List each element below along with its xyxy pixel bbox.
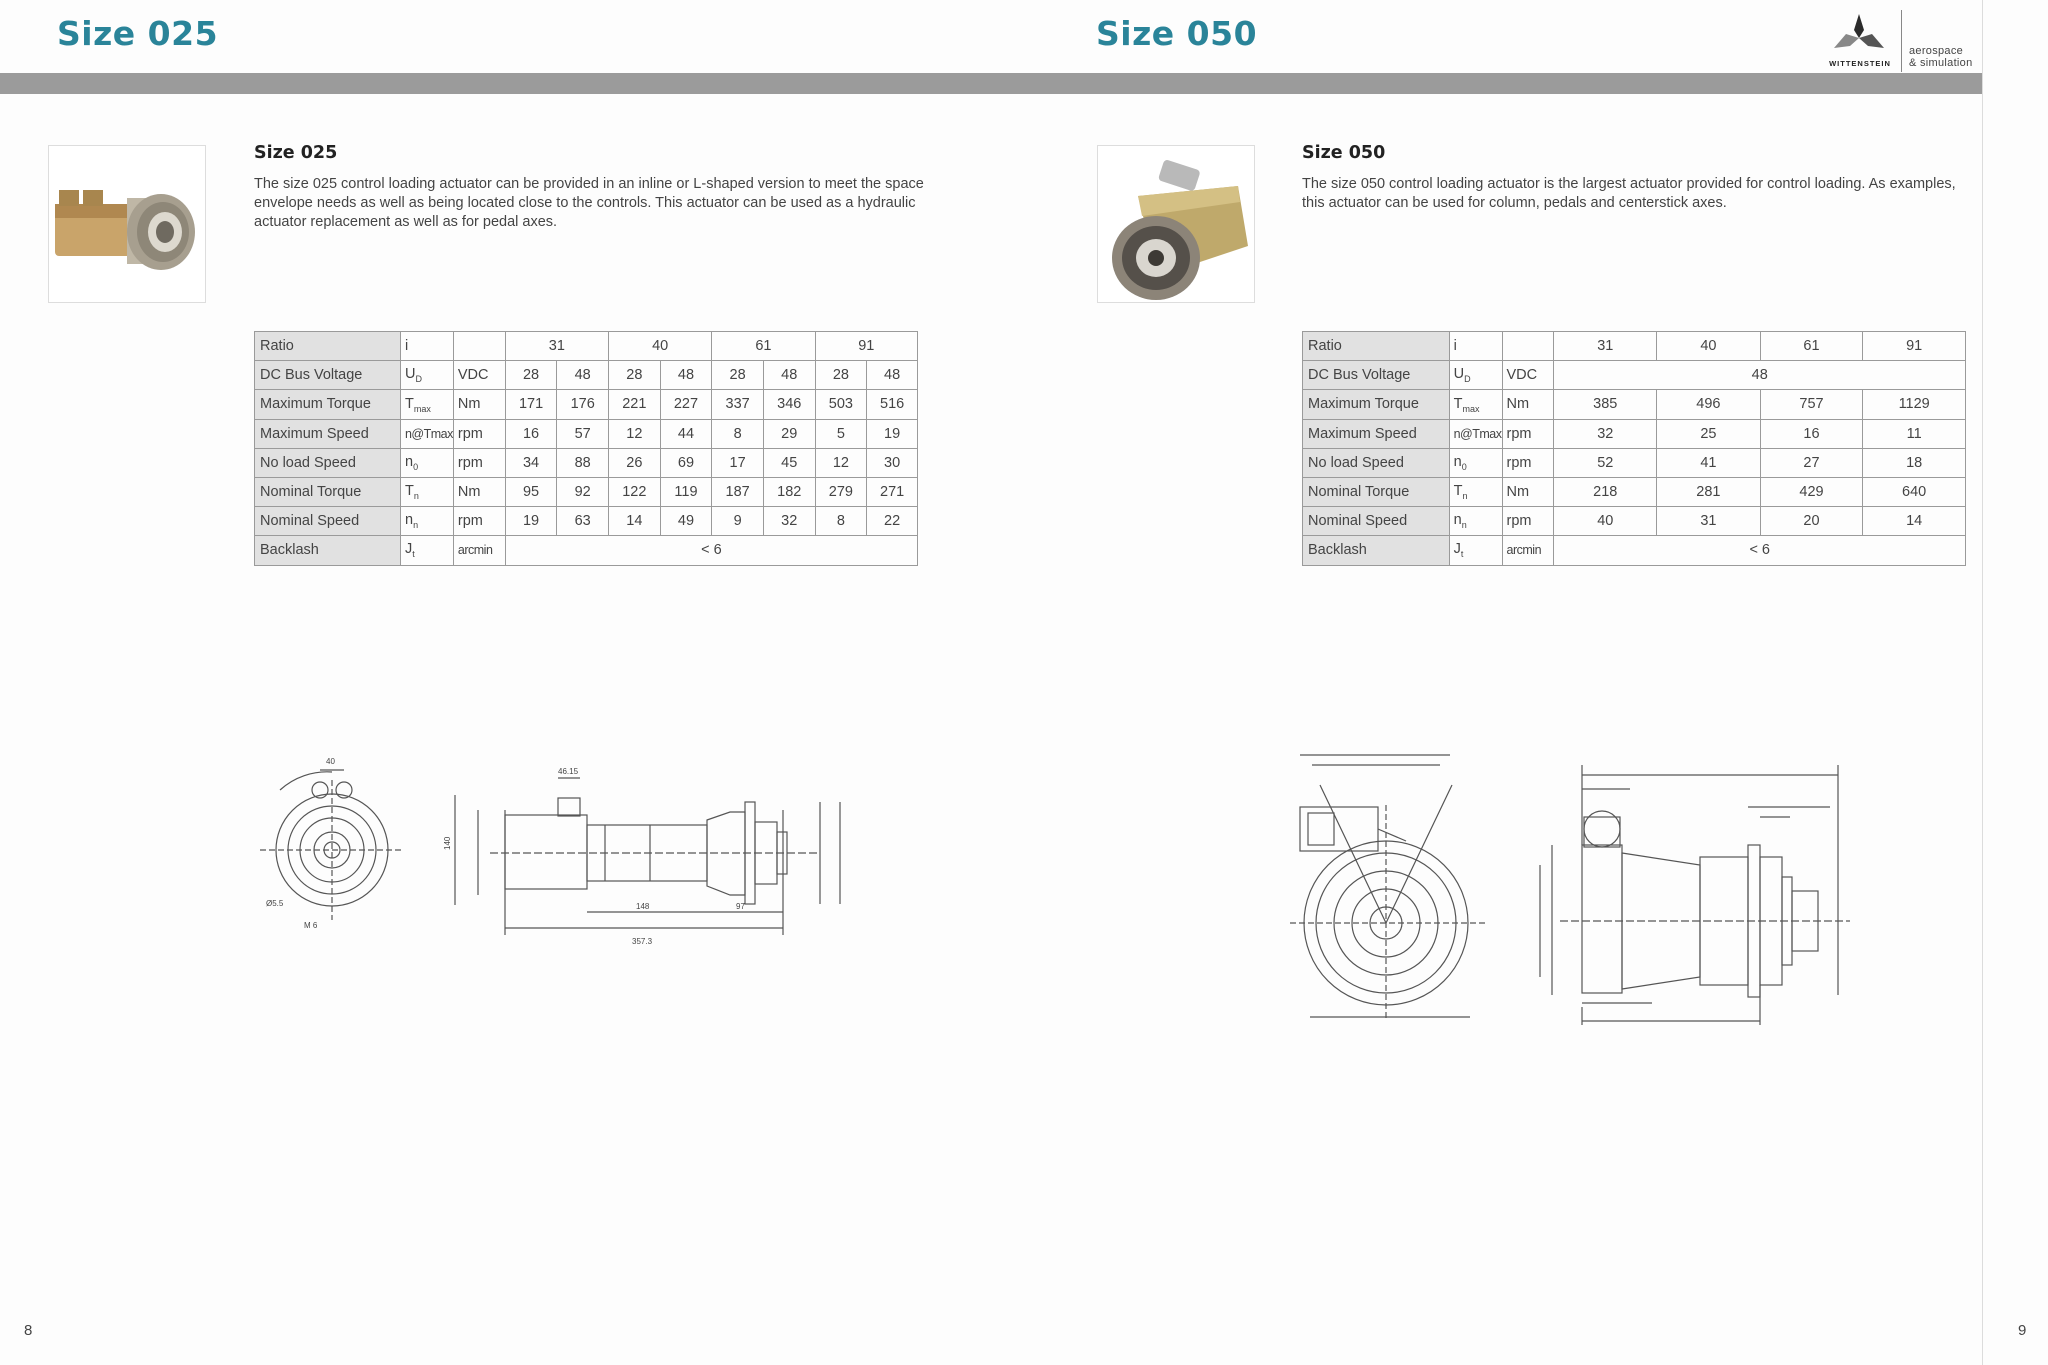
- table-cell: 516: [867, 390, 918, 419]
- table-cell: 57: [557, 419, 609, 448]
- table-row-voltage: [255, 361, 918, 390]
- row-label: DC Bus Voltage: [1303, 361, 1450, 390]
- table-cell: 119: [660, 477, 712, 506]
- table-cell: 28: [712, 361, 764, 390]
- table-cell: 271: [867, 477, 918, 506]
- row-symbol: $J_t$: [400, 536, 453, 565]
- table-cell: < 6: [505, 536, 917, 565]
- table-cell: 503: [815, 390, 867, 419]
- dimension-label: 148: [636, 902, 650, 911]
- table-cell: 385: [1554, 390, 1657, 419]
- row-unit: Nm: [453, 477, 505, 506]
- row-unit: rpm: [453, 448, 505, 477]
- table-row-backlash: [255, 536, 918, 565]
- table-cell: 496: [1657, 390, 1761, 419]
- table-cell: 281: [1657, 477, 1761, 506]
- dimension-label: M 6: [304, 921, 318, 930]
- table-cell: 19: [505, 507, 557, 536]
- row-symbol: $T_{max}$: [1449, 390, 1502, 419]
- table-row-ratio: [1303, 332, 1966, 361]
- table-row-max-speed: [1303, 419, 1966, 448]
- dimension-label: 40: [326, 757, 335, 766]
- row-label: Maximum Speed: [255, 419, 401, 448]
- table-cell: 122: [609, 477, 661, 506]
- table-cell: 429: [1760, 477, 1863, 506]
- table-cell: 31: [1657, 507, 1761, 536]
- row-unit: arcmin: [453, 536, 505, 565]
- row-label: Nominal Speed: [1303, 507, 1450, 536]
- table-cell: 182: [763, 477, 815, 506]
- table-cell: 8: [815, 507, 867, 536]
- table-cell: 218: [1554, 477, 1657, 506]
- page-number-left: 8: [24, 1322, 33, 1339]
- row-unit: arcmin: [1502, 536, 1554, 565]
- table-cell: 32: [763, 507, 815, 536]
- table-cell: 44: [660, 419, 712, 448]
- row-unit: rpm: [1502, 507, 1554, 536]
- dimension-label: Ø5.5: [266, 899, 284, 908]
- table-cell: 279: [815, 477, 867, 506]
- table-row-nominal-torque: [255, 477, 918, 506]
- row-label: Ratio: [255, 332, 401, 361]
- row-label: DC Bus Voltage: [255, 361, 401, 390]
- table-cell: 337: [712, 390, 764, 419]
- table-cell: 32: [1554, 419, 1657, 448]
- table-row-no-load-speed: [255, 448, 918, 477]
- row-symbol: $n_n$: [400, 507, 453, 536]
- table-cell: 48: [763, 361, 815, 390]
- table-cell: 28: [505, 361, 557, 390]
- row-symbol: $U_D$: [1449, 361, 1502, 390]
- ratio-cell: 40: [1657, 332, 1761, 361]
- table-cell: 640: [1863, 477, 1966, 506]
- table-row-nominal-speed: [1303, 507, 1966, 536]
- ratio-cell: 40: [609, 332, 712, 361]
- table-cell: 9: [712, 507, 764, 536]
- table-cell: 14: [1863, 507, 1966, 536]
- row-symbol: i: [400, 332, 453, 361]
- table-row-max-torque: [1303, 390, 1966, 419]
- dimension-label: 97: [736, 902, 745, 911]
- logo-divider: [1901, 10, 1902, 72]
- row-unit: [1502, 332, 1554, 361]
- table-cell: 187: [712, 477, 764, 506]
- description-right: The size 050 control loading actuator is the largest actuator provided for control loading. As examples, this actuator can be used for column, pedals and centerstick axes.: [1302, 176, 1956, 211]
- table-cell: 69: [660, 448, 712, 477]
- row-label: Nominal Speed: [255, 507, 401, 536]
- row-unit: VDC: [1502, 361, 1554, 390]
- table-cell: 28: [815, 361, 867, 390]
- table-cell: 40: [1554, 507, 1657, 536]
- table-cell: 11: [1863, 419, 1966, 448]
- spec-table-050: [1302, 331, 1966, 566]
- table-cell: 95: [505, 477, 557, 506]
- row-unit: rpm: [453, 507, 505, 536]
- ratio-cell: 61: [712, 332, 815, 361]
- row-symbol: $T_n$: [400, 477, 453, 506]
- table-cell: 34: [505, 448, 557, 477]
- table-cell: 171: [505, 390, 557, 419]
- row-symbol: $J_t$: [1449, 536, 1502, 565]
- row-unit: Nm: [1502, 477, 1554, 506]
- table-row-no-load-speed: [1303, 448, 1966, 477]
- row-unit: [453, 332, 505, 361]
- row-symbol: n@Tmax: [400, 419, 453, 448]
- row-symbol: $n_0$: [400, 448, 453, 477]
- table-row-ratio: [255, 332, 918, 361]
- page-edge-rule: [1982, 0, 1983, 1365]
- ratio-cell: 91: [815, 332, 917, 361]
- table-cell: 92: [557, 477, 609, 506]
- table-cell: 45: [763, 448, 815, 477]
- row-symbol: $U_D$: [400, 361, 453, 390]
- table-cell: 17: [712, 448, 764, 477]
- table-cell: 1129: [1863, 390, 1966, 419]
- table-cell: 30: [867, 448, 918, 477]
- dimension-label: 46.15: [558, 767, 579, 776]
- ratio-cell: 31: [1554, 332, 1657, 361]
- table-cell: 29: [763, 419, 815, 448]
- product-photo-size-050: [1097, 145, 1255, 303]
- table-row-nominal-speed: [255, 507, 918, 536]
- technical-drawing-025: [240, 750, 860, 960]
- technical-drawing-050: [1290, 745, 1890, 1035]
- table-cell: 14: [609, 507, 661, 536]
- table-cell: 48: [660, 361, 712, 390]
- table-row-voltage: [1303, 361, 1966, 390]
- product-photo-size-025: [48, 145, 206, 303]
- table-cell: 16: [1760, 419, 1863, 448]
- row-symbol: $n_0$: [1449, 448, 1502, 477]
- row-unit: rpm: [1502, 448, 1554, 477]
- table-cell: 63: [557, 507, 609, 536]
- row-symbol: i: [1449, 332, 1502, 361]
- table-row-max-torque: [255, 390, 918, 419]
- row-label: Nominal Torque: [255, 477, 401, 506]
- page-title-right: Size 050: [1096, 14, 1258, 53]
- section-title-left: Size 025: [254, 143, 338, 163]
- row-symbol: $T_n$: [1449, 477, 1502, 506]
- page-title-left: Size 025: [57, 14, 219, 53]
- table-cell: 25: [1657, 419, 1761, 448]
- ratio-cell: 91: [1863, 332, 1966, 361]
- row-unit: rpm: [453, 419, 505, 448]
- dimension-label: 357.3: [632, 937, 653, 946]
- table-cell: 176: [557, 390, 609, 419]
- section-title-right: Size 050: [1302, 143, 1386, 163]
- table-cell: 8: [712, 419, 764, 448]
- wittenstein-logo: [1826, 8, 1976, 74]
- description-left: The size 025 control loading actuator can be provided in an inline or L-shaped version to meet the space envelope needs as well as being located close to the controls. This actuator can be used as a hydraulic actuator replacement as well as for pedal axes.: [254, 176, 924, 230]
- spec-table-025: [254, 331, 918, 566]
- table-cell: 5: [815, 419, 867, 448]
- row-label: Nominal Torque: [1303, 477, 1450, 506]
- table-cell: 19: [867, 419, 918, 448]
- dimension-label: 140: [443, 836, 452, 850]
- ratio-cell: 31: [505, 332, 608, 361]
- row-label: No load Speed: [1303, 448, 1450, 477]
- row-label: Maximum Torque: [1303, 390, 1450, 419]
- row-unit: Nm: [1502, 390, 1554, 419]
- logo-wordmark: WITTENSTEIN: [1829, 59, 1891, 68]
- table-cell: 20: [1760, 507, 1863, 536]
- row-label: Maximum Torque: [255, 390, 401, 419]
- actuator-025-image: [49, 146, 205, 302]
- row-label: No load Speed: [255, 448, 401, 477]
- table-cell: 48: [557, 361, 609, 390]
- row-label: Ratio: [1303, 332, 1450, 361]
- table-cell: 12: [815, 448, 867, 477]
- table-row-nominal-torque: [1303, 477, 1966, 506]
- table-row-max-speed: [255, 419, 918, 448]
- page-number-right: 9: [2018, 1322, 2027, 1339]
- row-symbol: $T_{max}$: [400, 390, 453, 419]
- table-cell: 757: [1760, 390, 1863, 419]
- row-label: Maximum Speed: [1303, 419, 1450, 448]
- logo-tagline: [1909, 45, 1973, 69]
- header-bar: [0, 73, 1982, 94]
- table-cell: 221: [609, 390, 661, 419]
- table-cell: 18: [1863, 448, 1966, 477]
- row-unit: Nm: [453, 390, 505, 419]
- table-cell: < 6: [1554, 536, 1966, 565]
- table-row-backlash: [1303, 536, 1966, 565]
- table-cell: 49: [660, 507, 712, 536]
- table-cell: 48: [867, 361, 918, 390]
- table-cell: 12: [609, 419, 661, 448]
- table-cell: 52: [1554, 448, 1657, 477]
- table-cell: 27: [1760, 448, 1863, 477]
- table-cell: 346: [763, 390, 815, 419]
- row-symbol: n@Tmax: [1449, 419, 1502, 448]
- table-cell: 28: [609, 361, 661, 390]
- table-cell: 16: [505, 419, 557, 448]
- table-cell: 22: [867, 507, 918, 536]
- table-cell: 48: [1554, 361, 1966, 390]
- row-symbol: $n_n$: [1449, 507, 1502, 536]
- table-cell: 26: [609, 448, 661, 477]
- row-unit: VDC: [453, 361, 505, 390]
- ratio-cell: 61: [1760, 332, 1863, 361]
- logo-tagline-line-1: aerospace: [1909, 45, 1964, 57]
- actuator-050-image: [1098, 146, 1254, 302]
- table-cell: 227: [660, 390, 712, 419]
- row-label: Backlash: [1303, 536, 1450, 565]
- table-cell: 88: [557, 448, 609, 477]
- row-unit: rpm: [1502, 419, 1554, 448]
- row-label: Backlash: [255, 536, 401, 565]
- logo-tagline-line-2: & simulation: [1909, 57, 1973, 69]
- table-cell: 41: [1657, 448, 1761, 477]
